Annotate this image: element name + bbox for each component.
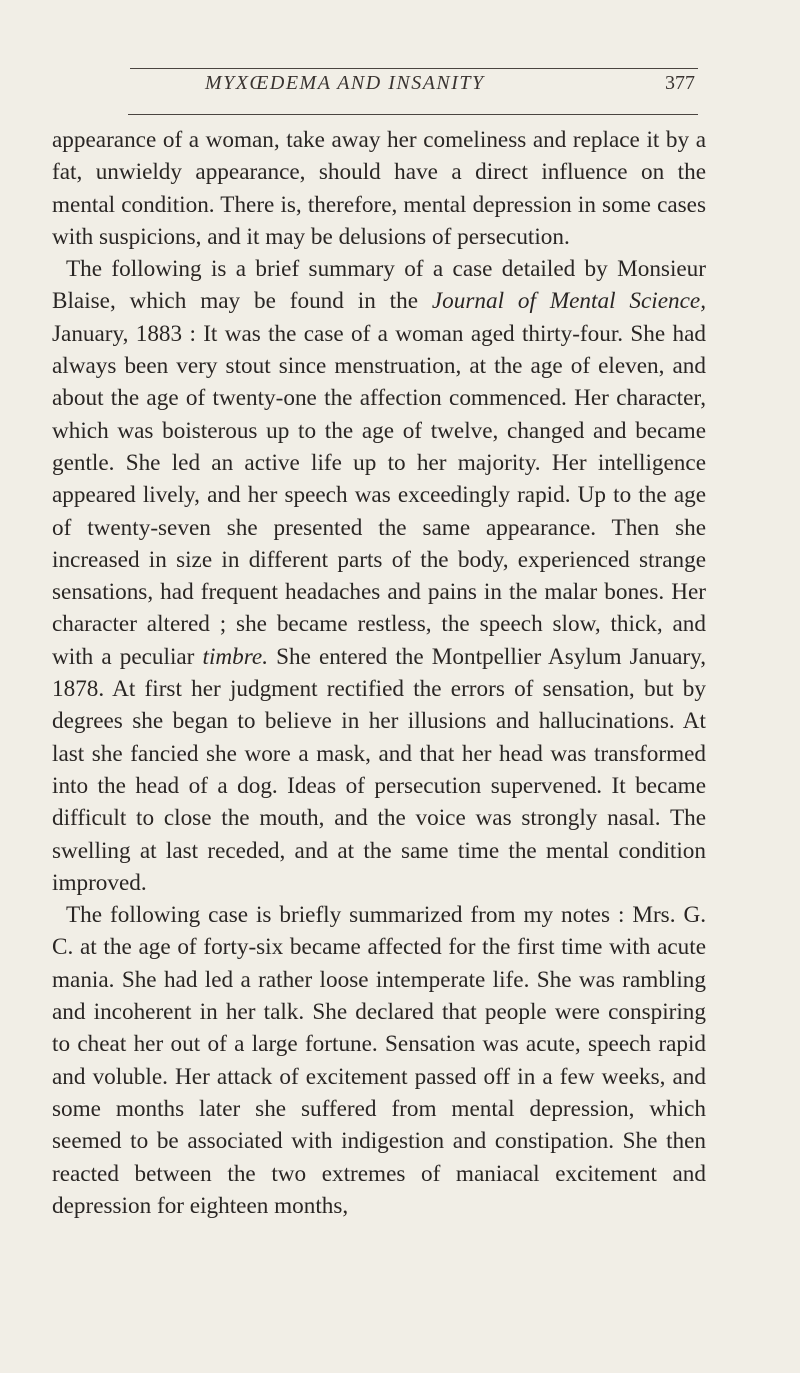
header-rule — [128, 114, 698, 115]
text-run: The following case is briefly summarized from my notes : Mrs. G. C. at the age of forty-six became affected for the first time with acute mania. She had led a rather loose intemperate life. She was rambling and incoherent in her talk. She declared that people were conspiring to cheat her out of a large fortune. Sensation was acute, speech rapid and voluble. Her attack of excitement passed off in a few weeks, and some months later she suffered from mental depression, which seemed to be associated with indigestion and constipation. She then reacted between the two extremes of maniacal excitement and depression for eighteen months, — [52, 902, 706, 1219]
page-number: 377 — [665, 72, 695, 94]
top-rule — [130, 68, 698, 69]
text-run: She entered the Montpellier Asylum January, 1878. At first her judgment rectified the errors of sensation, but by degrees she began to believe in her illusions and hallucinations. At last she fancied she wore a mask, and that her head was transformed into the head of a dog. Ideas of persecution supervened. It became difficult to close the mouth, and the voice was strongly nasal. The swelling at last receded, and at the same time the mental condition improved. — [52, 643, 706, 896]
text-run: January, 1883 : It was the case of a woman aged thirty-four. She had always been very stout since menstruation, at the age of eleven, and about the age of twenty-one the affection commenced. Her character, which was boisterous up to the age of twelve, changed and became gentle. She led an active life up to her majority. Her intelligence appeared lively, and her speech was exceedingly rapid. Up to the age of twenty-seven she presented the same appearance. Then she increased in size in different parts of the body, experienced strange sensations, had frequent headaches and pains in the malar bones. Her character altered ; she became restless, the speech slow, thick, and with a peculiar — [52, 320, 706, 670]
paragraph — [52, 124, 706, 253]
running-head: MYXŒDEMA AND INSANITY — [205, 72, 485, 94]
paragraph — [52, 899, 706, 1222]
text-run: The following is a brief summary of a case detailed by Monsieur Blaise, which may be found in the — [52, 256, 706, 315]
journal-title: Journal of Mental Science, — [431, 288, 706, 315]
text-run: appearance of a woman, take away her comeliness and replace it by a fat, unwieldy appearance, should have a direct influence on the mental condition. There is, therefore, mental depression in some cases with suspicions, and it may be delusions of persecution. — [52, 127, 706, 250]
body-text — [52, 124, 706, 1222]
paragraph — [52, 253, 706, 899]
page-header — [205, 72, 695, 108]
italic-term: timbre. — [202, 643, 268, 670]
